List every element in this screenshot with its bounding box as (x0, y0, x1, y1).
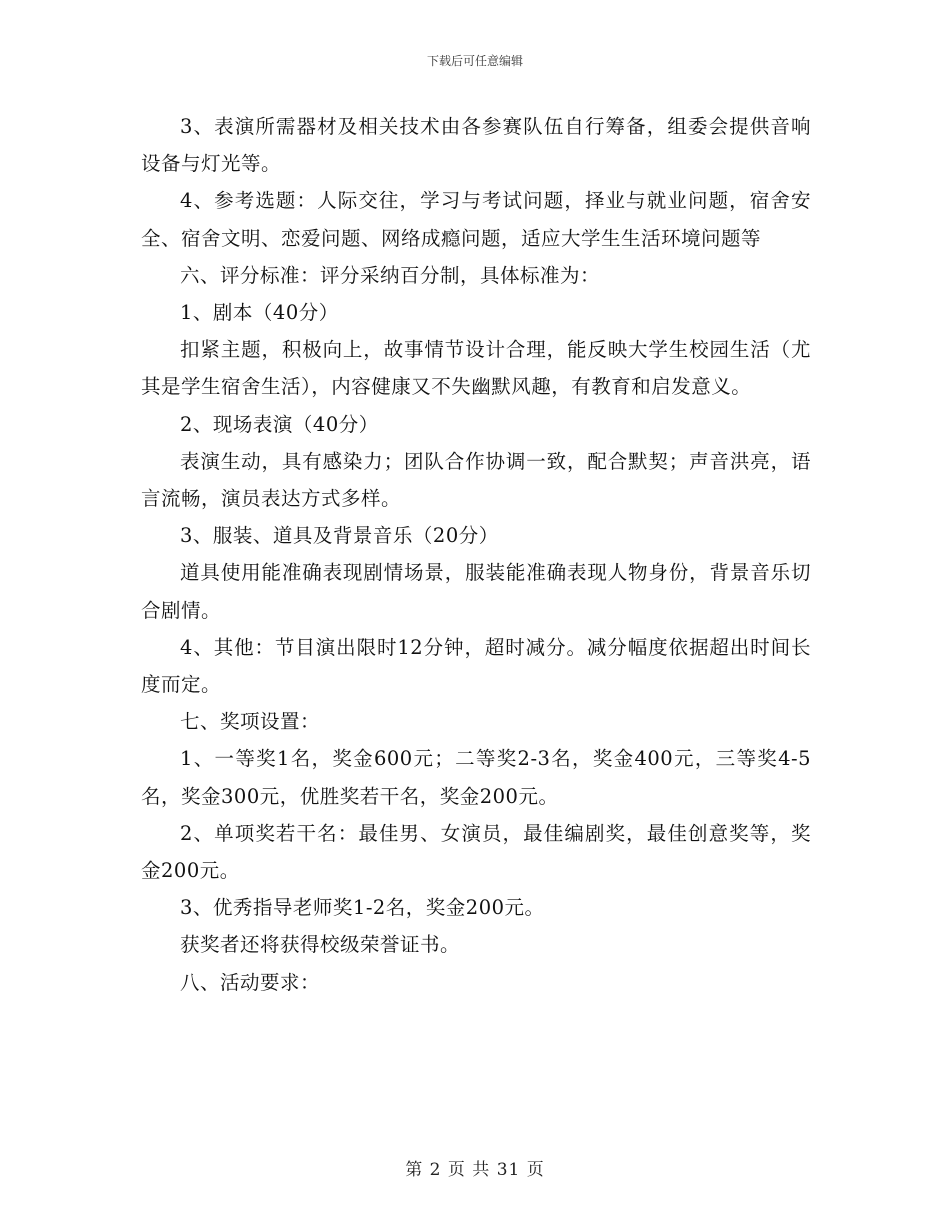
subsection-heading: 2、现场表演（40分） (180, 412, 379, 436)
paragraph: 扣紧主题，积极向上，故事情节设计合理，能反映大学生校园生活（尤其是学生宿舍生活），内容健康又不失幽默风趣，有教育和启发意义。 (141, 338, 811, 399)
section-heading: 七、奖项设置： (180, 710, 321, 734)
paragraph: 3、优秀指导老师奖1-2名，奖金200元。 (180, 896, 545, 920)
section-heading: 八、活动要求： (180, 970, 321, 994)
paragraph: 获奖者还将获得校级荣誉证书。 (180, 933, 461, 957)
section-heading: 六、评分标准：评分采纳百分制，具体标准为： (180, 263, 601, 287)
subsection-heading: 1、剧本（40分） (180, 301, 339, 325)
subsection-heading: 3、服装、道具及背景音乐（20分） (180, 524, 499, 548)
paragraph: 表演生动，具有感染力；团队合作协调一致，配合默契；声音洪亮，语言流畅，演员表达方式多样。 (141, 449, 811, 511)
page-header: 下载后可任意编辑 (426, 54, 523, 68)
paragraph: 道具使用能准确表现剧情场景，服装能准确表现人物身份，背景音乐切合剧情。 (141, 561, 811, 622)
paragraph: 3、表演所需器材及相关技术由各参赛队伍自行筹备，组委会提供音响设备与灯光等。 (141, 115, 811, 176)
document-body (141, 108, 811, 1001)
paragraph: 4、其他：节目演出限时12分钟，超时减分。减分幅度依据超出时间长度而定。 (141, 635, 811, 697)
paragraph: 2、单项奖若干名：最佳男、女演员，最佳编剧奖，最佳创意奖等，奖金200元。 (141, 821, 811, 883)
paragraph: 1、一等奖1名，奖金600元；二等奖2-3名，奖金400元，三等奖4-5名，奖金300元，优胜奖若干名，奖金200元。 (141, 747, 811, 808)
paragraph: 4、参考选题：人际交往，学习与考试问题，择业与就业问题，宿舍安全、宿舍文明、恋爱问题、网络成瘾问题，适应大学生生活环境问题等 (141, 189, 811, 250)
page-footer: 第 2 页 共 31 页 (405, 1160, 545, 1180)
